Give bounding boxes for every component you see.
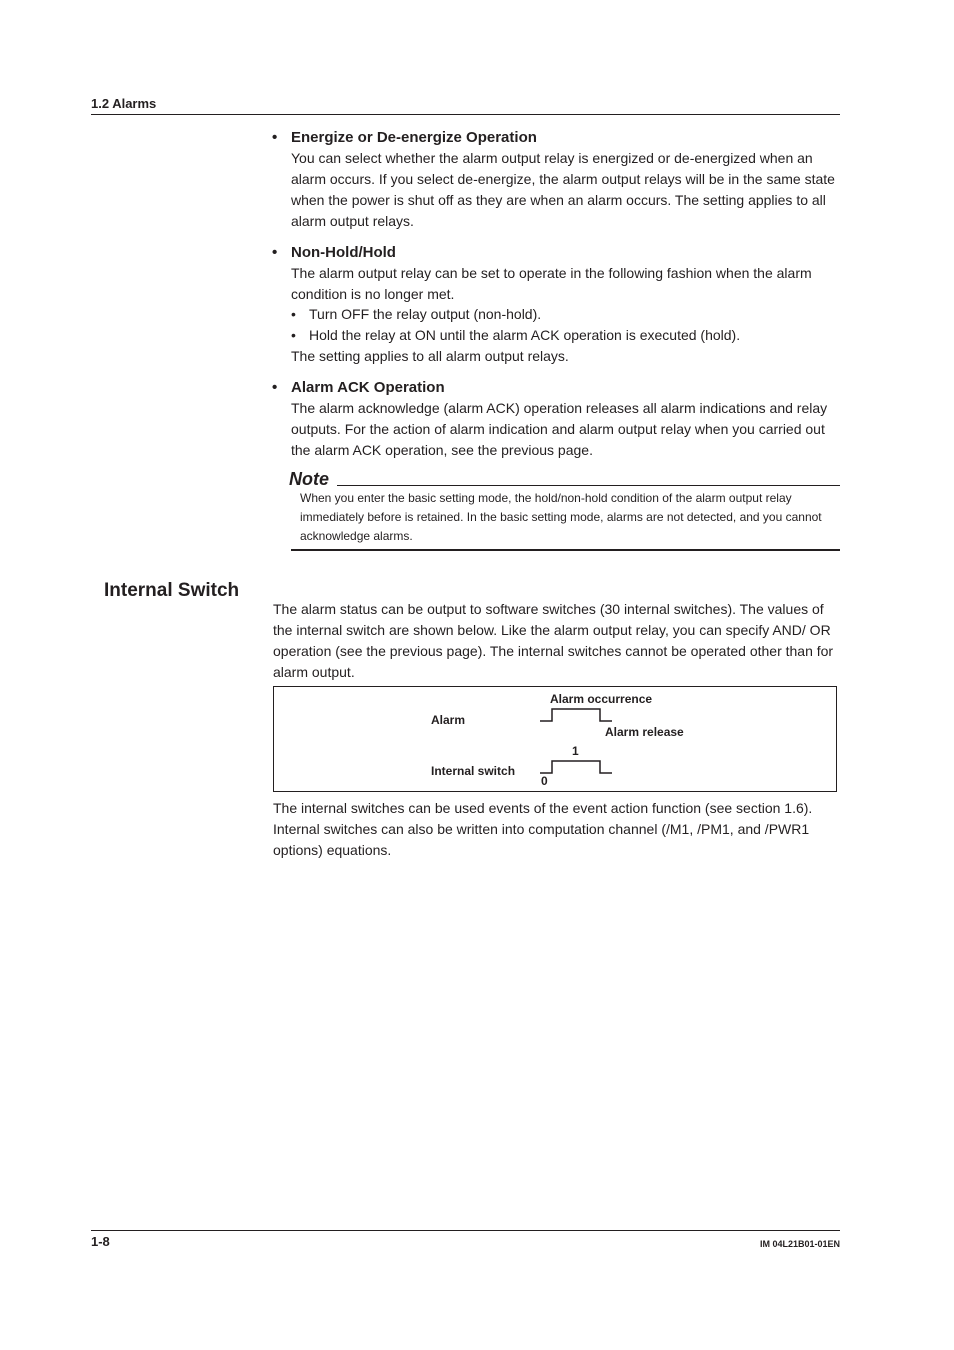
low-value-label: 0	[541, 774, 548, 788]
internal-switch-intro: The alarm status can be output to software switches (30 internal switches). The values of the internal switch are shown below. Like the alarm output relay, you can specify AND/ OR operation (see the previous page). The internal switches cannot be operated other than for alarm output.	[273, 601, 834, 680]
high-value-label: 1	[572, 744, 579, 758]
bullet-dot-icon: •	[272, 244, 278, 261]
bullet-dot-icon: •	[272, 129, 278, 146]
internal-switch-waveform	[540, 761, 612, 773]
header-divider	[91, 114, 840, 115]
note-title: Note	[289, 469, 329, 489]
list-item	[291, 325, 741, 346]
alarm-release-label: Alarm release	[605, 725, 684, 739]
alarm-waveform	[540, 709, 612, 721]
bullet-heading-text: Non-Hold/Hold	[291, 244, 396, 261]
bullet-body-energize: You can select whether the alarm output relay is energized or de-energized when an alarm occurs. If you select de-energize, the alarm output relays will be in the same state when the power is shut off as they are when an alarm occurs. The setting applies to all alarm output relays.	[291, 150, 835, 229]
internal-switch-outro: The internal switches can be used events of the event action function (see section 1.6). Internal switches can also be written into computation channel (/M1, /PM1, and /PWR1 options) equations.	[273, 800, 813, 858]
list-item-text: Turn OFF the relay output (non-hold).	[309, 306, 542, 322]
alarm-label: Alarm	[431, 713, 466, 727]
list-item-text: Hold the relay at ON until the alarm ACK operation is executed (hold).	[309, 327, 741, 343]
sub-bullet-dot-icon: •	[291, 327, 296, 343]
bullet-after-hold: The setting applies to all alarm output relays.	[291, 348, 569, 364]
footer-divider	[91, 1230, 840, 1231]
document-id: IM 04L21B01-01EN	[759, 1239, 840, 1249]
bullet-heading-energize	[272, 128, 537, 148]
bullet-heading-text: Energize or De-energize Operation	[291, 129, 537, 146]
sub-bullet-dot-icon: •	[291, 306, 296, 322]
section-header: 1.2 Alarms	[91, 96, 157, 111]
note-bottom-rule	[291, 549, 840, 551]
timing-diagram	[273, 686, 837, 792]
bullet-body-hold: The alarm output relay can be set to operate in the following fashion when the alarm condition is no longer met.	[291, 265, 812, 302]
bullet-heading-ack	[272, 378, 445, 398]
section-title: Internal Switch	[104, 580, 240, 601]
internal-switch-label: Internal switch	[431, 764, 516, 778]
list-item	[291, 304, 542, 325]
note-top-rule	[337, 485, 840, 486]
bullet-heading-text: Alarm ACK Operation	[291, 379, 445, 396]
alarm-occurrence-label: Alarm occurrence	[550, 692, 653, 706]
bullet-dot-icon: •	[272, 379, 278, 396]
bullet-body-ack: The alarm acknowledge (alarm ACK) operation releases all alarm indications and relay outputs. For the action of alarm indication and alarm output relay when you carried out the alarm ACK operation, see the previous page.	[291, 400, 828, 458]
bullet-heading-hold	[272, 243, 396, 263]
note-text: When you enter the basic setting mode, the hold/non-hold condition of the alarm output relay immediately before is retained. In the basic setting mode, alarms are not detected, and you cannot acknowledge alarms.	[300, 491, 822, 543]
page-number: 1-8	[91, 1234, 110, 1249]
